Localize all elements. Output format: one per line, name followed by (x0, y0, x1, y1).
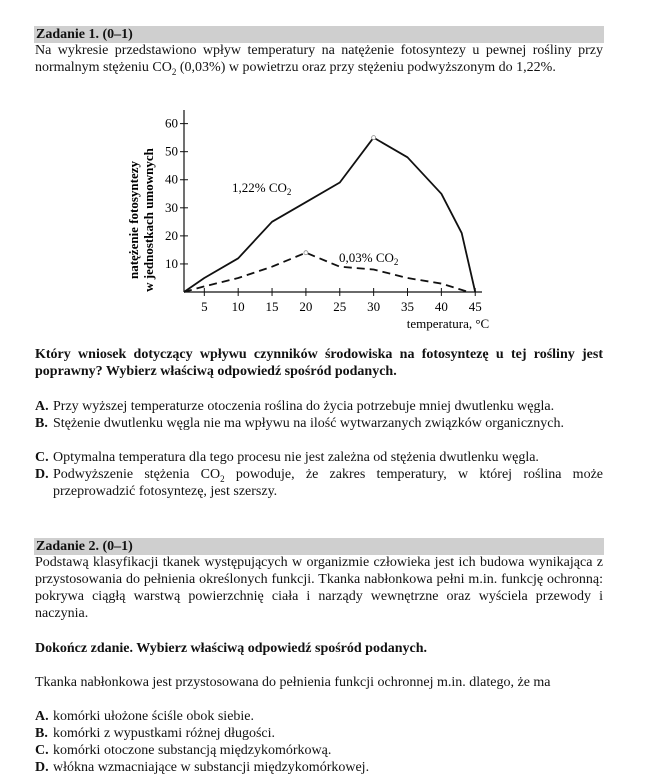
x-tick-label: 10 (231, 299, 245, 314)
series-label-high-co2: 1,22% $CO_2$ (232, 180, 292, 197)
series-label-normal-co2: 0,03% $CO_2$ (339, 250, 399, 267)
task1-option-b[interactable]: B. Stężenie dwutlenku węgla nie ma wpływu na ilość wytwarzanych związków organicznych. (35, 416, 564, 431)
task1-option-c[interactable]: C. Optymalna temperatura dla tego procesu nie jest zależna od stężenia dwutlenku węgla. (35, 450, 539, 465)
y-axis-label-line2: w jednostkach umownych (141, 148, 156, 292)
x-axis-label: temperatura, °C (406, 316, 490, 331)
y-tick-label: 10 (165, 255, 178, 271)
y-axis-label-line1: natężenie fotosyntezy (126, 160, 141, 280)
task1-question: Który wniosek dotyczący wpływu czynników środowiska na fotosyntezę u tej rośliny jest poprawny? Wybierz właściwą odpowiedź spośród podanych. (35, 347, 603, 379)
x-tick-label: 15 (265, 299, 279, 314)
task2-header: Zadanie 2. (0–1) (34, 538, 604, 555)
y-tick-label: 30 (165, 199, 178, 215)
x-tick-label: 30 (367, 299, 381, 314)
task1-option-a[interactable]: A. Przy wyższej temperaturze otoczenia roślina do życia potrzebuje mniej dwutlenku węgla. (35, 399, 555, 414)
task2-instruction: Dokończ zdanie. Wybierz właściwą odpowiedź spośród podanych. (35, 641, 428, 656)
x-tick-label: 25 (333, 299, 347, 314)
chart-series (184, 136, 475, 292)
y-tick-label: 60 (165, 115, 178, 131)
task1-header: Zadanie 1. (0–1) (34, 26, 604, 43)
x-tick-label: 35 (401, 299, 414, 314)
task2-intro: Podstawą klasyfikacji tkanek występujących w organizmie człowieka jest ich budowa wynikająca z przystosowania do pełnienia określonych funkcji. Tkanka nabłonkowa pełni m.in. funkcję ochronną: pokrywa ciągłą warstwą powierzchnię ciała i narządy wewnętrzne oraz wyściela przewody i naczynia. (35, 555, 603, 621)
series-line-high-co2 (184, 138, 475, 292)
x-tick-label: 5 (201, 299, 208, 314)
task2-stem: Tkanka nabłonkowa jest przystosowana do pełnienia funkcji ochronnej m.in. dlatego, że ma (35, 675, 551, 690)
task2-option-b[interactable]: B. komórki z wypustkami różnej długości. (35, 726, 276, 741)
series-peak-point (372, 136, 376, 140)
y-tick-label: 20 (165, 227, 178, 243)
x-tick-label: 40 (434, 299, 448, 314)
series-line-normal-co2 (184, 253, 469, 292)
y-tick-label: 40 (165, 171, 178, 187)
photosynthesis-chart (110, 100, 510, 340)
x-tick-label: 45 (468, 299, 482, 314)
task2-option-a[interactable]: A. komórki ułożone ściśle obok siebie. (35, 709, 255, 724)
task1-intro: Na wykresie przedstawiono wpływ temperatury na natężenie fotosyntezy u pewnej rośliny przy normalnym stężeniu $CO_2$ (0,03%) w powietrzu oraz przy stężeniu podwyższonym do 1,22%. (35, 43, 603, 77)
series-peak-point (304, 251, 308, 255)
x-tick-label: 20 (299, 299, 313, 314)
task1-option-d[interactable]: D. Podwyższenie stężenia $CO_2$ powoduje, że zakres temperatury, w której roślina może przeprowadzić fotosyntezę, jest szerszy. (35, 467, 603, 499)
y-tick-label: 50 (165, 143, 178, 159)
task2-option-c[interactable]: C. komórki otoczone substancją międzykomórkową. (35, 743, 332, 758)
task2-option-d[interactable]: D. włókna wzmacniające w substancji międzykomórkowej. (35, 760, 370, 775)
